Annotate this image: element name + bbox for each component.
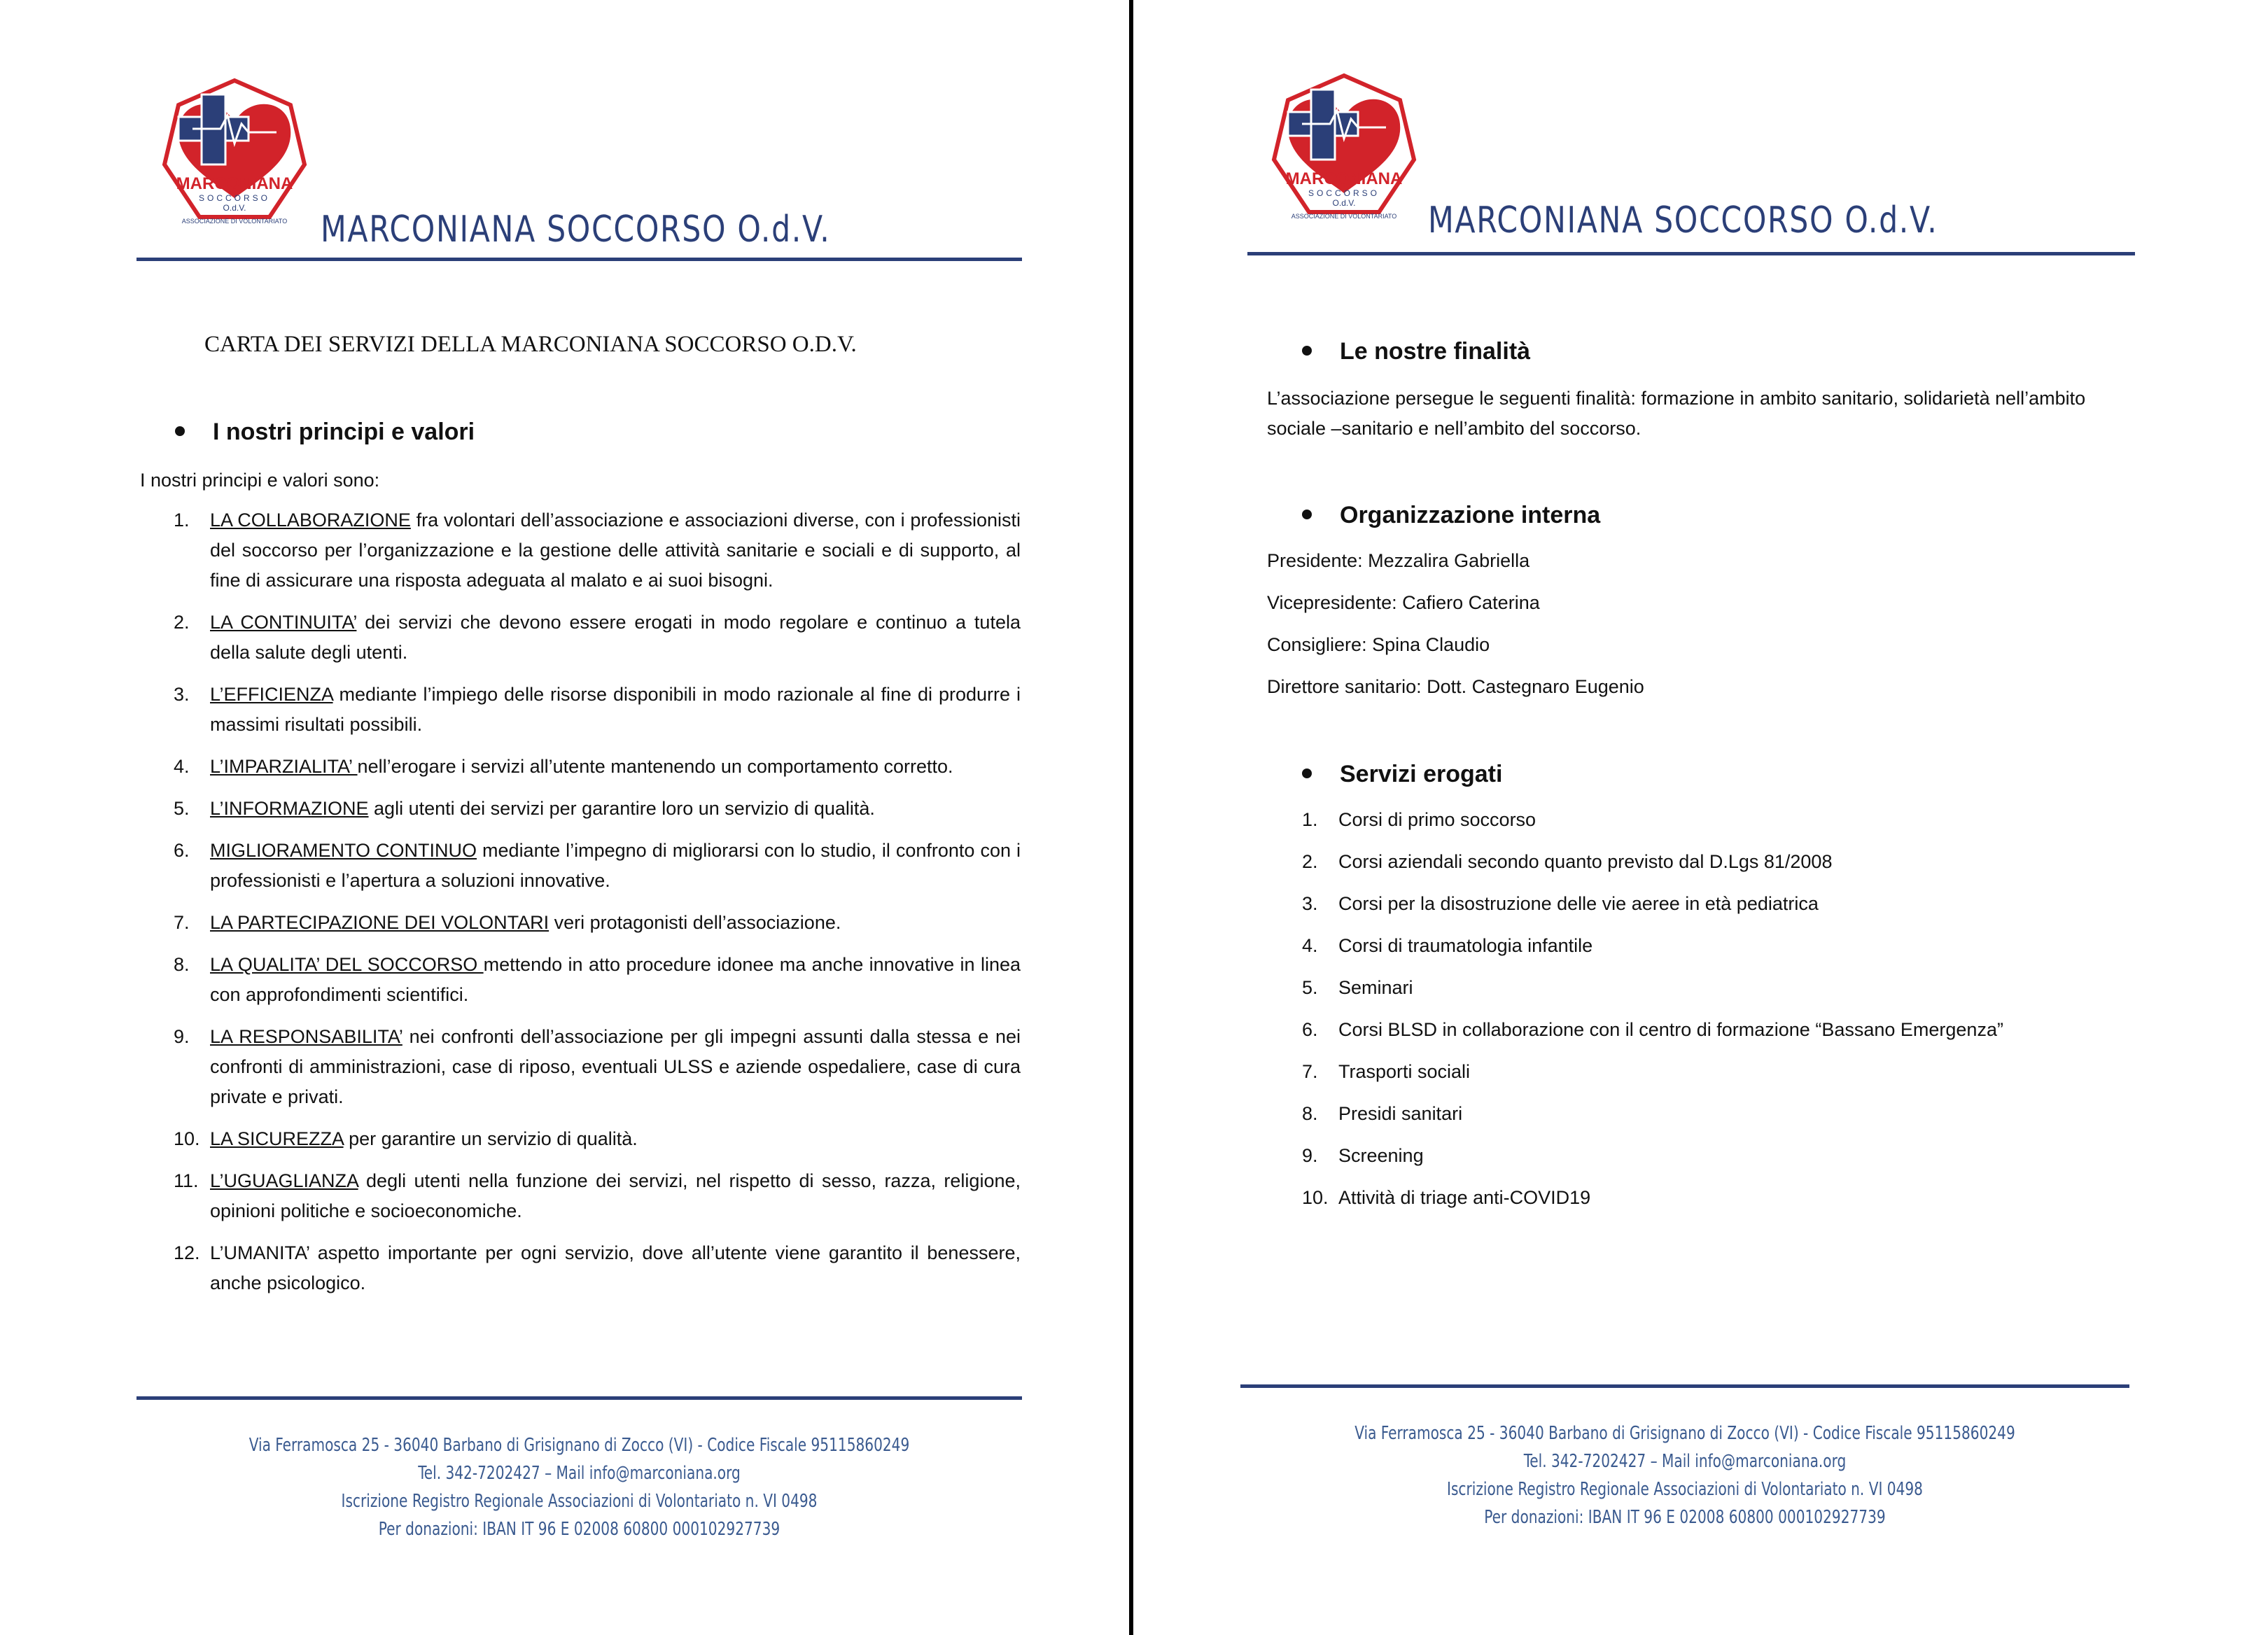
svg-text:O.d.V.: O.d.V.: [1332, 198, 1356, 208]
org-president: Presidente: Mezzalira Gabriella: [1267, 550, 1530, 571]
item-number: 7.: [174, 912, 190, 933]
section-heading-services: Servizi erogati: [1302, 761, 1502, 788]
marconiana-logo-icon: [1260, 69, 1428, 230]
principle-text: degli utenti nella funzione dei servizi, nel rispetto di sesso, razza, religione, opinioni politiche e socioeconomiche.: [210, 1170, 1021, 1221]
bullet-icon: [175, 426, 185, 436]
item-number: 2.: [1302, 851, 1318, 872]
principle-text: veri protagonisti dell’associazione.: [549, 912, 841, 933]
marconiana-logo-icon: [150, 73, 318, 234]
service-item: [1302, 1057, 2122, 1099]
item-number: 10.: [174, 1128, 200, 1149]
item-number: 5.: [174, 798, 190, 819]
service-item: [1302, 1141, 2122, 1183]
principle-keyword: LA QUALITA’ DEL SOCCORSO: [210, 954, 484, 975]
service-text: Seminari: [1338, 977, 1413, 998]
principle-text: agli utenti dei servizi per garantire loro un servizio di qualità.: [368, 798, 875, 819]
brand-name: MARCONIANA SOCCORSO O.d.V.: [321, 209, 831, 251]
service-item: [1302, 847, 2122, 889]
principle-text: nell’erogare i servizi all’utente mantenendo un comportamento corretto.: [357, 756, 953, 777]
item-number: 6.: [174, 840, 190, 861]
item-number: 9.: [174, 1026, 190, 1047]
header-rule: [1247, 252, 2135, 255]
svg-text:MARCONIANA: MARCONIANA: [1285, 169, 1403, 188]
principle-item: [174, 1022, 1021, 1112]
footer: [1240, 1419, 2129, 1531]
item-number: 8.: [174, 954, 190, 975]
principle-keyword: L’EFFICIENZA: [210, 684, 333, 705]
item-number: 9.: [1302, 1145, 1318, 1166]
item-number: 6.: [1302, 1019, 1318, 1040]
footer: [136, 1431, 1022, 1543]
principle-text: mediante l’impiego delle risorse disponibili in modo razionale al fine di produrre i massimi risultati possibili.: [210, 684, 1021, 735]
footer-rule: [136, 1396, 1022, 1400]
principle-item: [174, 752, 1021, 782]
service-text: Presidi sanitari: [1338, 1103, 1463, 1124]
principle-keyword: MIGLIORAMENTO CONTINUO: [210, 840, 477, 861]
section-heading-principles: I nostri principi e valori: [175, 419, 475, 446]
footer-registry: Iscrizione Registro Regionale Associazioni di Volontariato n. VI 0498: [1447, 1479, 1923, 1500]
principle-item: [174, 908, 1021, 938]
svg-text:SOCCORSO: SOCCORSO: [1308, 188, 1380, 198]
principle-text: nei confronti dell’associazione per gli impegni assunti dalla stessa e nei confronti di amministrazioni, case di riposo, eventuali ULSS e aziende ospedaliere, case di cura private e privati.: [210, 1026, 1021, 1107]
principles-list: [174, 505, 1021, 1310]
service-item: [1302, 1099, 2122, 1141]
service-text: Corsi per la disostruzione delle vie aeree in età pediatrica: [1338, 893, 1819, 914]
principle-keyword: L’UGUAGLIANZA: [210, 1170, 358, 1191]
item-number: 2.: [174, 612, 190, 633]
section-heading-organization: Organizzazione interna: [1302, 502, 1600, 529]
page-divider: [1129, 0, 1133, 1635]
section-heading-goals: Le nostre finalità: [1302, 338, 1530, 365]
item-number: 1.: [1302, 809, 1318, 830]
item-number: 10.: [1302, 1187, 1329, 1208]
principle-item: [174, 608, 1021, 668]
services-list: [1302, 805, 2122, 1225]
service-item: [1302, 1015, 2122, 1057]
service-text: Corsi di traumatologia infantile: [1338, 935, 1593, 956]
principle-item: [174, 1166, 1021, 1226]
intro-text: I nostri principi e valori sono:: [140, 470, 380, 491]
item-number: 8.: [1302, 1103, 1318, 1124]
principle-text: mediante l’impegno di migliorarsi con lo studio, il confronto con i professionisti e l’apertura a soluzioni innovative.: [210, 840, 1021, 891]
principle-keyword: LA COLLABORAZIONE: [210, 510, 411, 531]
principle-keyword: LA SICUREZZA: [210, 1128, 344, 1149]
footer-registry: Iscrizione Registro Regionale Associazioni di Volontariato n. VI 0498: [341, 1491, 818, 1512]
svg-text:O.d.V.: O.d.V.: [223, 203, 246, 213]
org-vicepresident: Vicepresidente: Cafiero Caterina: [1267, 592, 1540, 613]
service-text: Corsi aziendali secondo quanto previsto dal D.Lgs 81/2008: [1338, 851, 1833, 872]
principle-item: [174, 1124, 1021, 1154]
principle-item: [174, 836, 1021, 896]
item-number: 4.: [174, 756, 190, 777]
principle-keyword: LA CONTINUITA’: [210, 612, 357, 633]
org-councillor: Consigliere: Spina Claudio: [1267, 634, 1490, 655]
footer-contact: Tel. 342-7202427 – Mail info@marconiana.org: [418, 1463, 741, 1484]
principle-item: [174, 505, 1021, 596]
item-number: 7.: [1302, 1061, 1318, 1082]
item-number: 5.: [1302, 977, 1318, 998]
brand-name: MARCONIANA SOCCORSO O.d.V.: [1428, 199, 1938, 241]
bullet-icon: [1302, 769, 1312, 778]
principle-keyword: L’INFORMAZIONE: [210, 798, 369, 819]
svg-text:ASSOCIAZIONE DI VOLONTARIATO: ASSOCIAZIONE DI VOLONTARIATO: [1291, 213, 1397, 220]
principle-item: [174, 1238, 1021, 1298]
item-number: 1.: [174, 510, 190, 531]
principle-text: L’UMANITA’ aspetto importante per ogni servizio, dove all’utente viene garantito il benessere, anche psicologico.: [210, 1242, 1021, 1293]
footer-address: Via Ferramosca 25 - 36040 Barbano di Grisignano di Zocco (VI) - Codice Fiscale 95115860249: [1354, 1423, 2015, 1444]
principle-keyword: L’IMPARZIALITA’: [210, 756, 358, 777]
item-number: 4.: [1302, 935, 1318, 956]
item-number: 12.: [174, 1242, 200, 1263]
service-text: Attività di triage anti-COVID19: [1338, 1187, 1591, 1208]
service-item: [1302, 973, 2122, 1015]
footer-contact: Tel. 342-7202427 – Mail info@marconiana.org: [1523, 1451, 1847, 1472]
svg-text:MARCONIANA: MARCONIANA: [176, 174, 293, 193]
svg-text:ASSOCIAZIONE DI VOLONTARIATO: ASSOCIAZIONE DI VOLONTARIATO: [181, 218, 288, 225]
principle-text: per garantire un servizio di qualità.: [343, 1128, 638, 1149]
principle-keyword: LA PARTECIPAZIONE DEI VOLONTARI: [210, 912, 550, 933]
footer-iban: Per donazioni: IBAN IT 96 E 02008 60800 000102927739: [1484, 1507, 1886, 1528]
service-text: Trasporti sociali: [1338, 1061, 1471, 1082]
principle-text: mettendo in atto procedure idonee ma anche innovative in linea con approfondimenti scientifici.: [210, 954, 1021, 1005]
principle-keyword: LA RESPONSABILITA’: [210, 1026, 402, 1047]
principle-text: fra volontari dell’associazione e associazioni diverse, con i professionisti del soccorso per l’organizzazione e la gestione delle attività sanitarie e sociali e di supporto, al fine di assicurare una risposta adeguata al malato e ai suoi bisogni.: [210, 510, 1021, 591]
document-title: CARTA DEI SERVIZI DELLA MARCONIANA SOCCORSO O.D.V.: [204, 332, 857, 357]
item-number: 3.: [1302, 893, 1318, 914]
service-item: [1302, 931, 2122, 973]
principle-item: [174, 950, 1021, 1010]
bullet-icon: [1302, 510, 1312, 519]
principle-item: [174, 680, 1021, 740]
service-item: [1302, 889, 2122, 931]
principle-text: dei servizi che devono essere erogati in modo regolare e continuo a tutela della salute degli utenti.: [210, 612, 1021, 663]
svg-text:SOCCORSO: SOCCORSO: [198, 193, 271, 203]
service-item: [1302, 1183, 2122, 1225]
item-number: 3.: [174, 684, 190, 705]
organization-list: [1267, 546, 1644, 714]
org-medical-director: Direttore sanitario: Dott. Castegnaro Eugenio: [1267, 676, 1644, 697]
header-rule: [136, 258, 1022, 261]
right-page: [1135, 0, 2268, 1635]
service-text: Screening: [1338, 1145, 1424, 1166]
footer-address: Via Ferramosca 25 - 36040 Barbano di Grisignano di Zocco (VI) - Codice Fiscale 95115860249: [248, 1435, 910, 1456]
bullet-icon: [1302, 346, 1312, 356]
service-item: [1302, 805, 2122, 847]
left-page: [0, 0, 1127, 1635]
footer-iban: Per donazioni: IBAN IT 96 E 02008 60800 000102927739: [378, 1519, 780, 1540]
item-number: 11.: [174, 1170, 199, 1191]
service-text: Corsi di primo soccorso: [1338, 809, 1536, 830]
footer-rule: [1240, 1384, 2129, 1388]
goals-text: L’associazione persegue le seguenti finalità: formazione in ambito sanitario, solidarietà nell’ambito sociale –sanitario e nell’ambito del soccorso.: [1267, 388, 2086, 439]
service-text: Corsi BLSD in collaborazione con il centro di formazione “Bassano Emergenza”: [1338, 1019, 2003, 1040]
principle-item: [174, 794, 1021, 824]
